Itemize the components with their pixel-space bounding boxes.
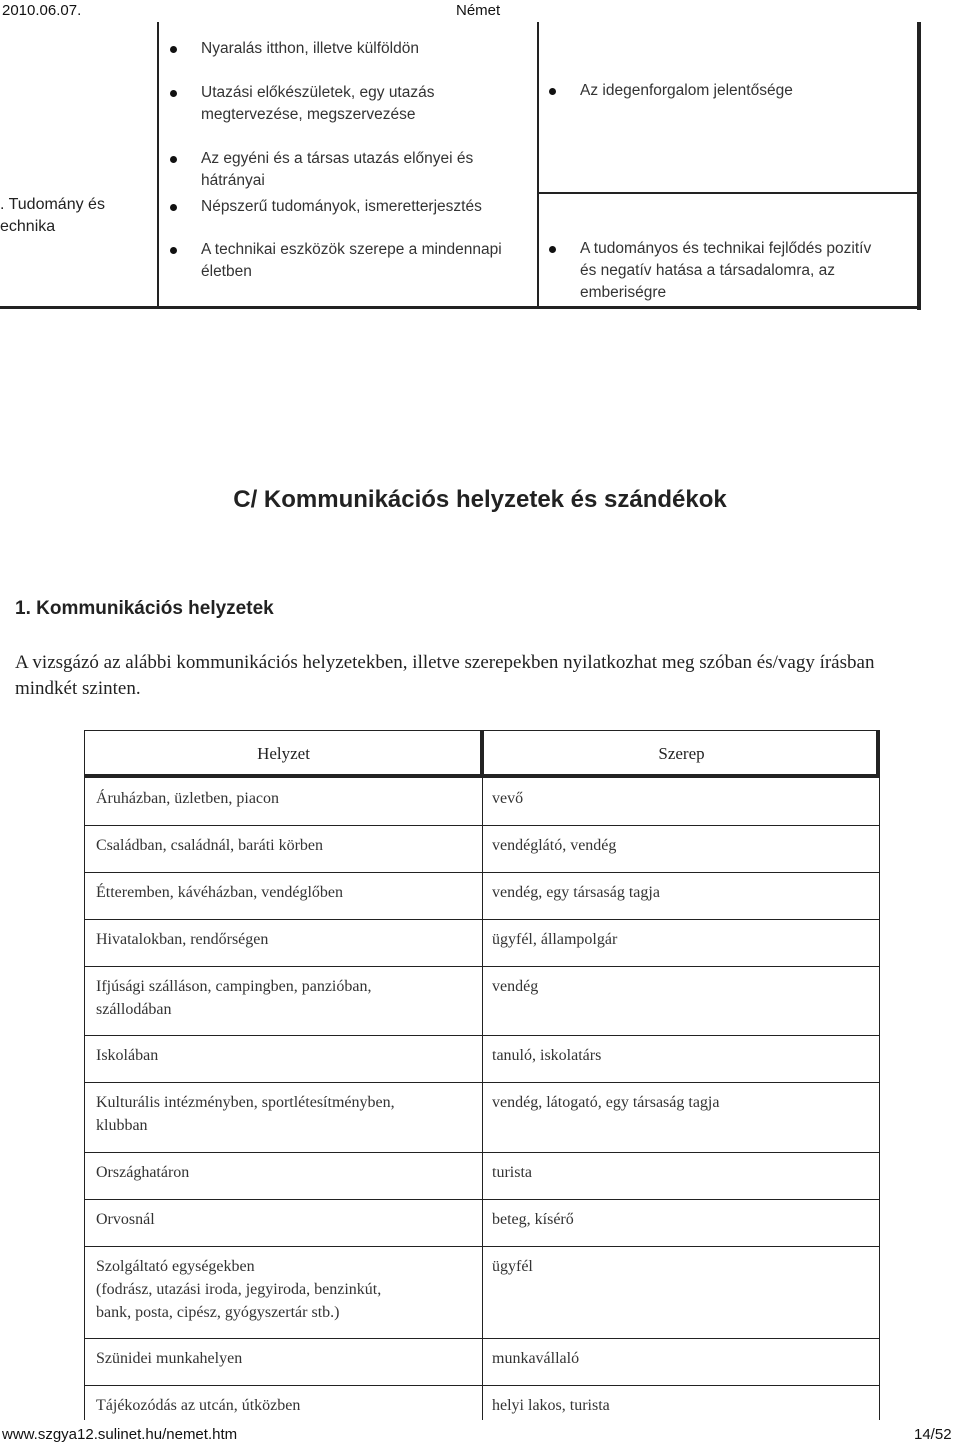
row-separator [84, 1035, 880, 1036]
side-label: . Tudomány és echnika [0, 196, 105, 235]
header-subject: Német [456, 2, 501, 19]
section-title: C/ Kommunikációs helyzetek és szándékok [233, 486, 727, 513]
table-cell-role: turista [492, 1164, 532, 1181]
header-date: 2010.06.07. [2, 2, 82, 19]
column-header-situation: Helyzet [257, 744, 310, 763]
row-separator [84, 825, 880, 826]
table-cell-role: beteg, kísérő [492, 1211, 574, 1228]
list-item: Nyaralás itthon, illetve külföldön [201, 38, 419, 60]
list-item: Utazási előkészületek, egy utazás megtervezése, megszervezése [201, 82, 434, 126]
bullet-icon [170, 247, 177, 254]
table-cell-role: tanuló, iskolatárs [492, 1047, 602, 1064]
column-divider-left [157, 22, 159, 308]
list-item: A technikai eszközök szerepe a mindennapi életben [201, 239, 502, 283]
footer-url: www.szgya12.sulinet.hu/nemet.htm [2, 1426, 238, 1443]
row-separator [84, 919, 880, 920]
table-cell-role: helyi lakos, turista [492, 1397, 610, 1414]
table-cell-situation: Iskolában [96, 1047, 159, 1064]
table-cell-situation: Szünidei munkahelyen [96, 1350, 243, 1367]
column-header-role: Szerep [658, 744, 705, 763]
bullet-icon [170, 90, 177, 97]
row-separator [84, 1199, 880, 1200]
column-divider-right [917, 22, 921, 310]
table-cell-role: munkavállaló [492, 1350, 580, 1367]
list-item: Népszerű tudományok, ismeretterjesztés [201, 196, 482, 218]
table-cell-role: vendég, egy társaság tagja [492, 884, 660, 901]
row-divider [537, 192, 919, 194]
list-item: Az egyéni és a társas utazás előnyei és hátrányai [201, 148, 473, 192]
table-cell-situation: Országhatáron [96, 1164, 190, 1181]
bullet-icon [170, 46, 177, 53]
subsection-title: 1. Kommunikációs helyzetek [15, 598, 274, 619]
row-separator [84, 1246, 880, 1247]
list-item: A tudományos és technikai fejlődés pozitív és negatív hatása a társadalomra, az emberiségre [580, 238, 871, 304]
bullet-icon [170, 204, 177, 211]
table-cell-situation: Tájékozódás az utcán, útközben [96, 1397, 301, 1414]
row-separator [84, 1338, 880, 1339]
table-right-border [879, 778, 880, 1420]
table-middle-border [482, 778, 483, 1420]
table-cell-situation: Étteremben, kávéházban, vendéglőben [96, 884, 343, 901]
row-separator [84, 1082, 880, 1083]
table-cell-role: vevő [492, 790, 524, 807]
intro-paragraph: A vizsgázó az alábbi kommunikációs helyzetekben, illetve szerepekben nyilatkozhat meg szóban és/vagy írásban mindkét szinten. [15, 652, 875, 699]
column-divider-middle [537, 22, 539, 308]
table-cell-situation: Áruházban, üzletben, piacon [96, 790, 280, 807]
bullet-icon [170, 156, 177, 163]
table-cell-role: ügyfél, állampolgár [492, 931, 618, 948]
bullet-icon [549, 246, 556, 253]
page-number: 14/52 [914, 1426, 952, 1443]
table-cell-role: vendég, látogató, egy társaság tagja [492, 1094, 720, 1111]
row-separator [84, 872, 880, 873]
table-cell-situation: Családban, családnál, baráti körben [96, 837, 324, 854]
list-item: Az idegenforgalom jelentősége [580, 80, 793, 102]
row-separator [84, 1152, 880, 1153]
table-cell-role: ügyfél [492, 1258, 533, 1275]
table-cell-situation: Kulturális intézményben, sportlétesítményben, klubban [96, 1094, 395, 1134]
table-cell-situation: Ifjúsági szálláson, campingben, panzióban, szállodában [96, 978, 372, 1018]
table-cell-situation: Szolgáltató egységekben (fodrász, utazási iroda, jegyiroda, benzinkút, bank, posta, cipész, gyógyszertár stb.) [96, 1258, 382, 1321]
table-cell-role: vendég [492, 978, 539, 995]
table-cell-situation: Orvosnál [96, 1211, 155, 1228]
bullet-icon [549, 88, 556, 95]
table-cell-situation: Hivatalokban, rendőrségen [96, 931, 269, 948]
table-cell-role: vendéglátó, vendég [492, 837, 617, 854]
row-separator [84, 1385, 880, 1386]
row-separator [84, 966, 880, 967]
table-bottom-border [0, 306, 921, 309]
table-left-border [84, 778, 85, 1420]
